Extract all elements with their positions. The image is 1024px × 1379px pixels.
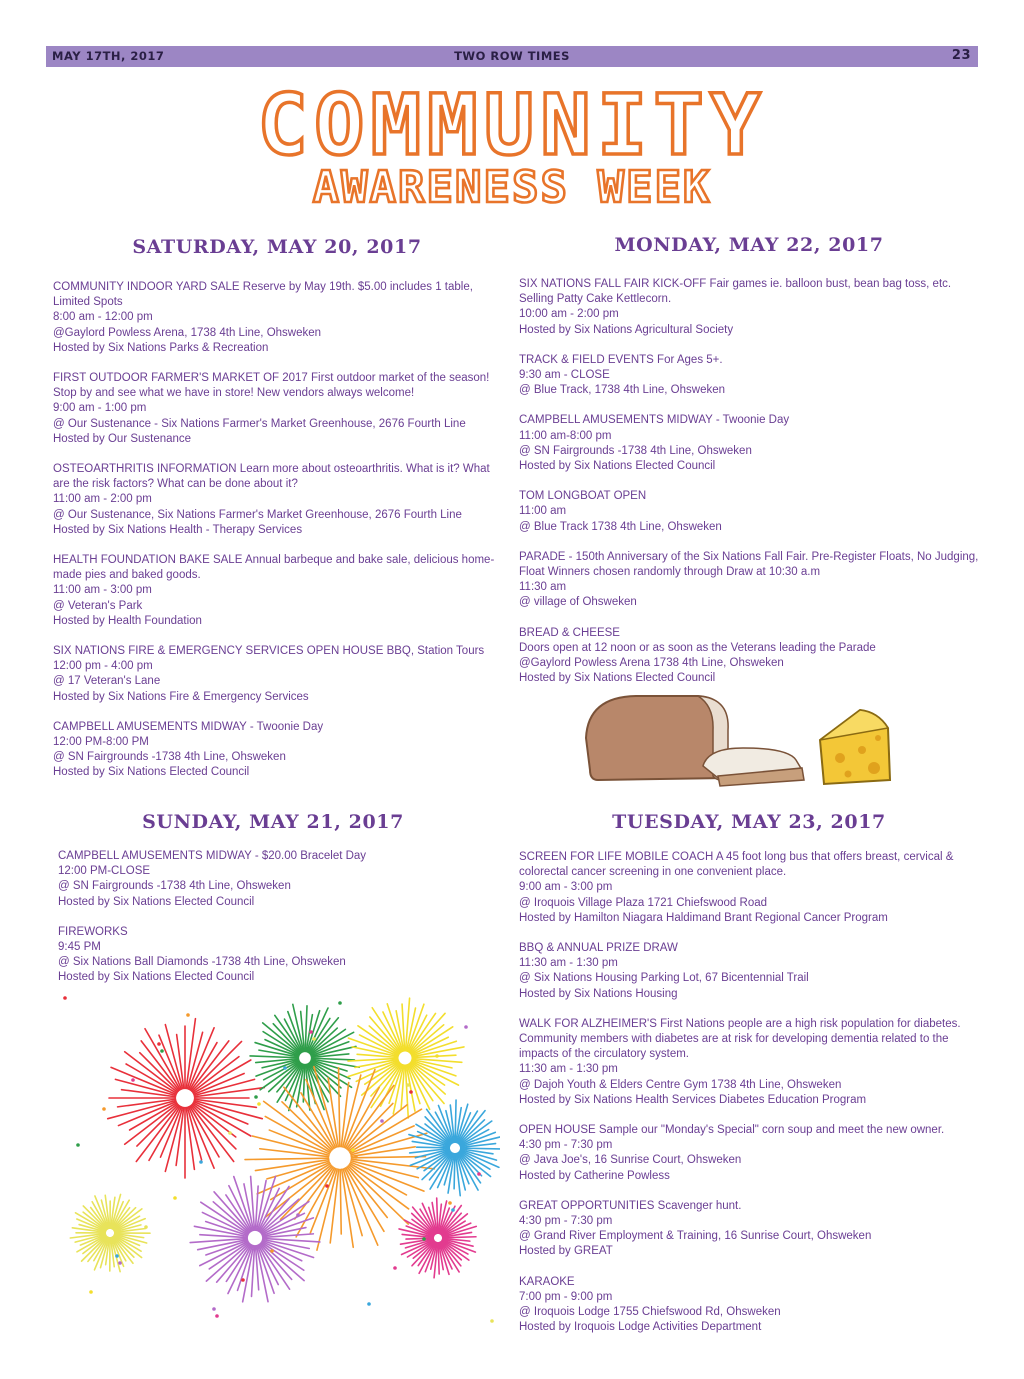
sparkle	[309, 1030, 313, 1034]
sunday-heading: SUNDAY, MAY 21, 2017	[142, 811, 404, 833]
sparkle	[464, 1025, 468, 1029]
event-title: TOM LONGBOAT OPEN	[519, 490, 647, 503]
event-detail-line: Hosted by Iroquois Lodge Activities Department	[519, 1321, 762, 1334]
event-detail-line: Hosted by Six Nations Fire & Emergency Services	[53, 690, 309, 703]
sparkle	[296, 1213, 300, 1217]
event-detail-line: Hosted by Six Nations Elected Council	[519, 460, 716, 473]
sparkle	[173, 1196, 177, 1200]
event-detail-line: Hosted by Six Nations Elected Council	[58, 895, 255, 908]
event-detail-line: @ Veteran's Park	[53, 599, 143, 612]
sparkle	[490, 1319, 494, 1323]
event-title: CAMPBELL AMUSEMENTS MIDWAY	[53, 720, 247, 733]
event-title: CAMPBELL AMUSEMENTS MIDWAY	[58, 850, 252, 862]
sparkle	[160, 1049, 164, 1053]
event-title: OPEN HOUSE	[519, 1124, 596, 1137]
event-detail-line: @ Iroquois Village Plaza 1721 Chiefswood Road	[519, 896, 768, 909]
tuesday-section	[519, 811, 979, 1350]
community-awareness-week-banner	[0, 80, 1024, 210]
cheese-wedge-icon	[820, 710, 890, 784]
sparkle	[131, 1078, 135, 1082]
event-description: For Ages 5+.	[657, 353, 723, 366]
sparkle	[241, 1278, 245, 1282]
event-title: PARADE - 150th Anniversary of the Six Nations Fall Fair.	[519, 550, 809, 563]
bread-and-cheese-illustration	[578, 688, 898, 793]
event-detail-line: @ village of Ohsweken	[519, 596, 637, 609]
sparkle	[351, 1148, 355, 1152]
sparkle	[409, 1090, 413, 1094]
sparkle	[157, 1042, 161, 1046]
event-description: - Twoonie Day	[249, 720, 324, 733]
sparkle	[367, 1302, 371, 1306]
event-title: SIX NATIONS FIRE & EMERGENCY SERVICES OPEN HOUSE BBQ,	[53, 645, 415, 658]
event-description: - Twoonie Day	[715, 414, 790, 427]
event-description: Scavenger hunt.	[657, 1199, 742, 1212]
monday-heading: MONDAY, MAY 22, 2017	[614, 234, 884, 256]
event-item	[519, 1017, 979, 1108]
event-detail-line: 9:45 PM	[58, 941, 101, 954]
event-detail-line: 7:00 pm - 9:00 pm	[519, 1290, 613, 1303]
sparkle	[435, 1054, 439, 1058]
event-title: BBQ & ANNUAL PRIZE DRAW	[519, 942, 678, 955]
event-title: SCREEN FOR LIFE MOBILE COACH	[519, 851, 714, 863]
banner-line-1: COMMUNITY	[257, 80, 767, 174]
page-header-bar	[46, 46, 978, 67]
newspaper-name: TWO ROW TIMES	[454, 49, 570, 63]
firework-burst	[70, 1194, 150, 1271]
event-item	[519, 413, 979, 474]
event-item	[519, 353, 979, 399]
event-title: BREAD & CHEESE	[519, 626, 620, 639]
event-detail-line: 4:30 pm - 7:30 pm	[519, 1139, 613, 1152]
event-item	[519, 941, 979, 1002]
firework-burst	[399, 1198, 476, 1278]
event-detail-line: @ SN Fairgrounds -1738 4th Line, Ohsweken	[58, 880, 291, 893]
sparkle	[312, 1037, 316, 1041]
event-detail-line: 9:30 am - CLOSE	[519, 369, 610, 382]
tuesday-events	[519, 850, 979, 1335]
event-title: GREAT OPPORTUNITIES	[519, 1199, 655, 1212]
event-detail-line: @ Blue Track, 1738 4th Line, Ohsweken	[519, 384, 726, 397]
event-detail-line: @ Our Sustenance, Six Nations Farmer's Market Greenhouse, 2676 Fourth Line	[53, 508, 462, 521]
event-detail-line: 11:00 am - 2:00 pm	[53, 493, 152, 506]
sparkle	[115, 1254, 119, 1258]
sparkle	[144, 1225, 148, 1229]
event-detail-line: @ Dajoh Youth & Elders Centre Gym 1738 4th Line, Ohsweken	[519, 1078, 842, 1091]
sparkle	[254, 1095, 258, 1099]
event-description: Sample our "Monday's Special" corn soup and meet the new owner.	[598, 1124, 945, 1137]
event-detail-line: 11:00 am - 3:00 pm	[53, 584, 152, 597]
sparkle	[448, 1201, 452, 1205]
event-detail-line: @ Six Nations Ball Diamonds -1738 4th Line, Ohsweken	[58, 956, 346, 969]
event-detail-line: Hosted by Six Nations Elected Council	[58, 971, 255, 984]
sparkle	[422, 1237, 426, 1241]
event-item	[519, 277, 979, 338]
event-detail-line: 11:30 am - 1:30 pm	[519, 1063, 618, 1076]
event-description: Reserve by May 19th. $5.00 includes 1 table, Limited Spots	[53, 281, 473, 309]
event-title: HEALTH FOUNDATION BAKE SALE	[53, 554, 243, 567]
event-title: CAMPBELL AMUSEMENTS MIDWAY	[519, 414, 713, 427]
saturday-events	[53, 280, 501, 781]
sparkle	[393, 1266, 397, 1270]
event-detail-line: @ Our Sustenance - Six Nations Farmer's Market Greenhouse, 2676 Fourth Line	[53, 417, 466, 430]
event-title: OSTEOARTHRITIS INFORMATION	[53, 463, 237, 476]
event-description: Annual barbeque and bake sale, delicious home-made pies and baked goods.	[53, 554, 495, 582]
event-description: Learn more about osteoarthritis. What is it? What are the risk factors? What can be done about it?	[53, 463, 490, 491]
event-description: First outdoor market of the season! Stop by and see what we have in store! New vendors always welcome!	[53, 372, 490, 400]
event-detail-line: @ Iroquois Lodge 1755 Chiefswood Rd, Ohsweken	[519, 1306, 781, 1319]
event-detail-line: 11:30 am	[519, 581, 567, 594]
event-detail-line: Hosted by Six Nations Housing	[519, 987, 678, 1000]
event-detail-line: Hosted by Six Nations Health - Therapy Services	[53, 523, 303, 536]
event-detail-line: @ Blue Track 1738 4th Line, Ohsweken	[519, 520, 722, 533]
event-detail-line: 12:00 pm - 4:00 pm	[53, 660, 153, 673]
sparkle	[338, 1001, 342, 1005]
event-description: A 45 foot long bus that offers breast, cervical & colorectal cancer screening in one convenient place.	[519, 851, 954, 879]
event-detail-line: @ SN Fairgrounds -1738 4th Line, Ohsweken	[53, 751, 286, 764]
sparkle	[451, 1208, 455, 1212]
event-detail-line: Doors open at 12 noon or as soon as the Veterans leading the Parade	[519, 641, 876, 654]
monday-events	[519, 277, 979, 686]
event-item	[58, 849, 498, 910]
event-detail-line: 12:00 PM-8:00 PM	[53, 736, 149, 749]
event-title: FIRST OUTDOOR FARMER'S MARKET OF 2017	[53, 372, 308, 385]
event-detail-line: 12:00 PM-CLOSE	[58, 865, 151, 878]
event-item	[519, 1199, 979, 1260]
sparkle	[118, 1261, 122, 1265]
event-item	[519, 626, 979, 687]
firework-burst	[190, 1176, 320, 1301]
page-number: 23	[951, 48, 971, 63]
event-title: COMMUNITY INDOOR YARD SALE	[53, 281, 240, 293]
event-item	[519, 850, 979, 926]
event-item	[519, 1123, 979, 1184]
tuesday-heading: TUESDAY, MAY 23, 2017	[612, 811, 886, 833]
event-detail-line: Hosted by Six Nations Agricultural Society	[519, 323, 734, 336]
event-detail-line: Hosted by Six Nations Elected Council	[519, 672, 716, 685]
event-description: Fair games ie. balloon bust, bean bag toss, etc. Selling Patty Cake Kettlecorn.	[519, 278, 952, 306]
event-title: SIX NATIONS FALL FAIR KICK-OFF	[519, 278, 707, 290]
event-detail-line: Hosted by Six Nations Health Services Diabetes Education Program	[519, 1093, 867, 1106]
event-detail-line: @Gaylord Powless Arena 1738 4th Line, Ohsweken	[519, 657, 784, 670]
event-detail-line: @ Java Joe's, 16 Sunrise Court, Ohsweken	[519, 1154, 742, 1167]
event-detail-line: @ Six Nations Housing Parking Lot, 67 Bicentennial Trail	[519, 972, 809, 985]
sparkle	[186, 1013, 190, 1017]
event-item	[53, 644, 501, 705]
event-detail-line: Hosted by Health Foundation	[53, 614, 202, 627]
event-detail-line: 11:00 am	[519, 505, 567, 518]
event-title: TRACK & FIELD EVENTS	[519, 353, 654, 366]
sunday-section	[58, 811, 498, 1001]
sparkle	[228, 1131, 232, 1135]
sparkle	[325, 1184, 329, 1188]
sparkle	[406, 1083, 410, 1087]
event-description: Station Tours	[417, 645, 485, 658]
event-detail-line: Hosted by Six Nations Parks & Recreation	[53, 341, 269, 354]
sparkle	[199, 1160, 203, 1164]
bread-slice-icon	[703, 748, 804, 786]
event-item	[53, 720, 501, 781]
firework-burst	[108, 1019, 265, 1178]
event-detail-line: 8:00 am - 12:00 pm	[53, 311, 153, 324]
sparkle	[89, 1290, 93, 1294]
event-title: FIREWORKS	[58, 925, 128, 938]
firework-burst	[409, 1100, 500, 1196]
event-item	[53, 371, 501, 447]
event-detail-line: 11:30 am - 1:30 pm	[519, 957, 618, 970]
event-item	[53, 280, 501, 356]
monday-section	[519, 234, 979, 701]
event-detail-line: 9:00 am - 1:00 pm	[53, 402, 147, 415]
event-item	[519, 550, 979, 611]
sparkle	[63, 996, 67, 1000]
sparkle	[270, 1249, 274, 1253]
event-description: Pre-Register Floats, No Judging, Float Winners chosen randomly through Draw at 10:30 a.m	[519, 550, 979, 579]
sparkle	[283, 1066, 287, 1070]
event-detail-line: Hosted by Our Sustenance	[53, 432, 192, 445]
event-title: KARAOKE	[519, 1275, 575, 1288]
event-detail-line: @Gaylord Powless Arena, 1738 4th Line, Ohsweken	[53, 326, 322, 339]
firework-burst	[348, 998, 464, 1118]
sparkle	[257, 1102, 261, 1106]
event-detail-line: Hosted by Six Nations Elected Council	[53, 766, 250, 779]
event-detail-line: Hosted by GREAT	[519, 1245, 613, 1258]
fireworks-illustration	[50, 988, 500, 1333]
event-detail-line: 9:00 am - 3:00 pm	[519, 881, 613, 894]
sparkle	[354, 1155, 358, 1159]
banner-line-2: AWARENESS WEEK	[312, 162, 712, 210]
sparkle	[477, 1172, 481, 1176]
event-detail-line: @ 17 Veteran's Lane	[53, 675, 161, 688]
event-item	[53, 553, 501, 629]
event-item	[58, 925, 498, 986]
event-title: WALK FOR ALZHEIMER'S	[519, 1017, 657, 1030]
event-detail-line: 4:30 pm - 7:30 pm	[519, 1215, 613, 1228]
sparkle	[212, 1307, 216, 1311]
sparkle	[215, 1314, 219, 1318]
event-description: - $20.00 Bracelet Day	[254, 850, 367, 862]
event-detail-line: 11:00 am-8:00 pm	[519, 429, 612, 442]
saturday-heading: SATURDAY, MAY 20, 2017	[132, 236, 422, 258]
sparkle	[76, 1143, 80, 1147]
sparkle	[102, 1107, 106, 1111]
event-detail-line: Hosted by Hamilton Niagara Haldimand Brant Regional Cancer Program	[519, 911, 888, 924]
event-item	[53, 462, 501, 538]
sunday-events	[58, 849, 498, 986]
event-detail-line: 10:00 am - 2:00 pm	[519, 308, 619, 321]
event-item	[519, 1275, 979, 1336]
sparkle	[380, 1119, 384, 1123]
event-description: First Nations people are a high risk population for diabetes. Community members with diabetes are at risk for developing dementia related to the impacts of the circulatory system.	[519, 1017, 961, 1061]
saturday-section	[53, 236, 501, 796]
event-detail-line: @ Grand River Employment & Training, 16 Sunrise Court, Ohsweken	[519, 1230, 872, 1243]
event-item	[519, 489, 979, 535]
event-detail-line: @ SN Fairgrounds -1738 4th Line, Ohsweken	[519, 444, 752, 457]
firework-burst	[250, 1004, 359, 1110]
event-detail-line: Hosted by Catherine Powless	[519, 1169, 670, 1182]
issue-date: MAY 17TH, 2017	[52, 49, 165, 63]
